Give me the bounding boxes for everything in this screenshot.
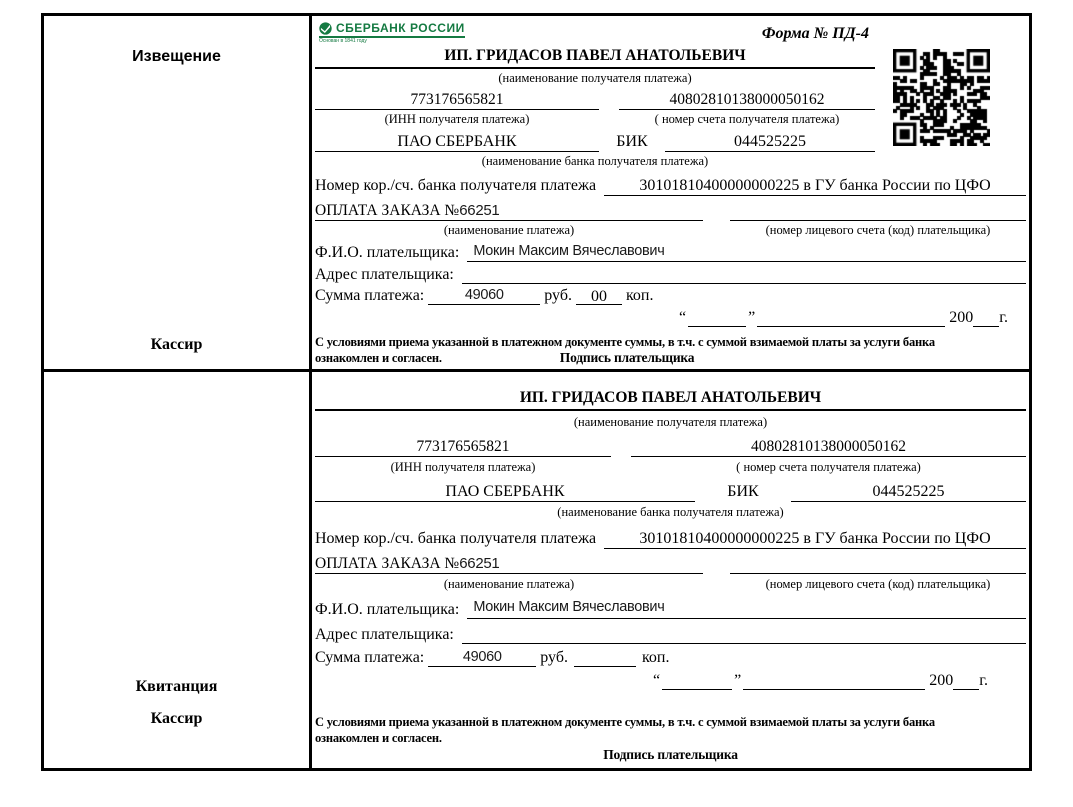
agreement-line1: С условиями приема указанной в платежном документе суммы, в т.ч. с суммой взимаемой платы за услуги банка xyxy=(315,335,935,349)
agreement-line2: ознакомлен и согласен. xyxy=(315,351,442,365)
open-quote-receipt: “ xyxy=(653,672,661,689)
cashier-label-receipt: Кассир xyxy=(150,710,203,727)
year-suffix-receipt: г. xyxy=(979,672,988,689)
signature-label-notice: Подпись плательщика xyxy=(559,350,695,365)
personal-account-blank-line-receipt xyxy=(730,555,1026,574)
sum-kop-value-receipt xyxy=(574,649,636,667)
payee-account-label: ( номер счета получателя платежа) xyxy=(654,112,840,126)
payee-name: ИП. ГРИДАСОВ ПАВЕЛ АНАТОЛЬЕВИЧ xyxy=(315,47,875,69)
close-quote: ” xyxy=(748,309,756,326)
agreement-line1-receipt: С условиями приема указанной в платежном документе суммы, в т.ч. с суммой взимаемой платы за услуги банка xyxy=(315,715,935,729)
notice-label: Извещение xyxy=(132,48,221,65)
payee-name-receipt: ИП. ГРИДАСОВ ПАВЕЛ АНАТОЛЬЕВИЧ xyxy=(315,389,1026,411)
bik-label: БИК xyxy=(616,133,648,150)
year-blank-receipt xyxy=(953,674,979,690)
payer-address-label-receipt: Адрес плательщика: xyxy=(315,626,454,643)
payee-inn-label: (ИНН получателя платежа) xyxy=(384,112,530,126)
payee-bank-label-receipt: (наименование банка получателя платежа) xyxy=(557,505,784,519)
personal-account-label: (номер лицевого счета (код) плательщика) xyxy=(765,223,991,237)
date-day-blank-receipt xyxy=(662,674,732,690)
date-day-blank xyxy=(688,311,746,327)
payer-name-label: Ф.И.О. плательщика: xyxy=(315,244,460,261)
year-blank xyxy=(973,311,999,327)
payee-bank-value: ПАО СБЕРБАНК xyxy=(315,132,599,152)
payee-bank-value-receipt: ПАО СБЕРБАНК xyxy=(315,482,695,502)
payer-address-blank-line xyxy=(462,265,1026,284)
close-quote-receipt: ” xyxy=(734,672,742,689)
payee-inn-label-receipt: (ИНН получателя платежа) xyxy=(390,460,536,474)
form-table xyxy=(41,13,1032,771)
open-quote: “ xyxy=(679,309,687,326)
signature-label-receipt: Подпись плательщика xyxy=(603,747,738,762)
payee-bank-label: (наименование банка получателя платежа) xyxy=(481,154,709,168)
sum-rub-value: 49060 xyxy=(428,287,540,305)
corr-account-label-receipt: Номер кор./сч. банка получателя платежа xyxy=(315,530,597,547)
receipt-form-cell xyxy=(312,372,1029,768)
sberbank-logo xyxy=(319,21,465,44)
payee-account-value: 40802810138000050162 xyxy=(619,90,875,110)
date-month-blank-receipt xyxy=(743,674,925,690)
payer-name-label-receipt: Ф.И.О. плательщика: xyxy=(315,601,460,618)
order-number-receipt: 66251 xyxy=(459,555,500,572)
cashier-label-notice: Кассир xyxy=(150,336,203,353)
corr-account-value-receipt: 30101810400000000225 в ГУ банка России по ЦФО xyxy=(604,529,1026,549)
year-suffix: г. xyxy=(999,309,1008,326)
purpose-label: (наименование платежа) xyxy=(443,223,575,237)
purpose-label-receipt: (наименование платежа) xyxy=(443,577,575,591)
sberbank-logo-text: СБЕРБАНК РОССИИ xyxy=(336,21,465,35)
kop-label-receipt: коп. xyxy=(641,649,670,666)
sum-label: Сумма платежа: xyxy=(315,287,425,304)
agreement-line2-receipt: ознакомлен и согласен. xyxy=(315,731,442,745)
payer-name-value: Мокин Максим Вячеславович xyxy=(467,243,1026,262)
personal-account-label-receipt: (номер лицевого счета (код) плательщика) xyxy=(765,577,991,591)
payee-account-label-receipt: ( номер счета получателя платежа) xyxy=(736,460,921,474)
form-code-label: Форма № ПД-4 xyxy=(761,25,869,42)
payer-address-blank-line-receipt xyxy=(462,624,1026,644)
corr-account-label: Номер кор./сч. банка получателя платежа xyxy=(315,177,597,194)
purpose-prefix: ОПЛАТА ЗАКАЗА № xyxy=(315,202,460,219)
corr-account-value: 30101810400000000225 в ГУ банка России по ЦФО xyxy=(604,176,1026,196)
receipt-label: Квитанция xyxy=(135,678,218,695)
payee-inn-value: 773176565821 xyxy=(315,90,599,110)
payee-account-value-receipt: 40802810138000050162 xyxy=(631,437,1026,457)
sberbank-tagline: Основан в 1841 году xyxy=(319,38,367,44)
rub-label: руб. xyxy=(544,287,572,304)
notice-side-cell xyxy=(44,16,312,372)
bik-value-receipt: 044525225 xyxy=(791,482,1026,502)
payer-address-label: Адрес плательщика: xyxy=(315,266,454,283)
year-prefix: 200 xyxy=(949,309,974,326)
purpose-prefix-receipt: ОПЛАТА ЗАКАЗА № xyxy=(315,555,460,572)
order-number: 66251 xyxy=(459,202,500,219)
payee-name-label-receipt: (наименование получателя платежа) xyxy=(573,415,768,429)
sberbank-logo-icon xyxy=(319,22,332,35)
bik-value: 044525225 xyxy=(665,132,875,152)
sum-label-receipt: Сумма платежа: xyxy=(315,649,425,666)
payee-inn-value-receipt: 773176565821 xyxy=(315,437,611,457)
notice-form-cell xyxy=(312,16,1029,372)
qr-code xyxy=(893,49,990,146)
date-month-blank xyxy=(757,311,945,327)
sum-kop-value: 00 xyxy=(576,287,622,305)
payer-name-value-receipt: Мокин Максим Вячеславович xyxy=(467,599,1026,619)
receipt-side-cell xyxy=(44,372,312,768)
bik-label-receipt: БИК xyxy=(727,483,759,500)
year-prefix-receipt: 200 xyxy=(929,672,954,689)
kop-label: коп. xyxy=(625,287,654,304)
rub-label-receipt: руб. xyxy=(540,649,568,666)
personal-account-blank-line xyxy=(730,202,1026,221)
payee-name-label: (наименование получателя платежа) xyxy=(498,71,692,85)
sum-rub-value-receipt: 49060 xyxy=(428,649,536,667)
